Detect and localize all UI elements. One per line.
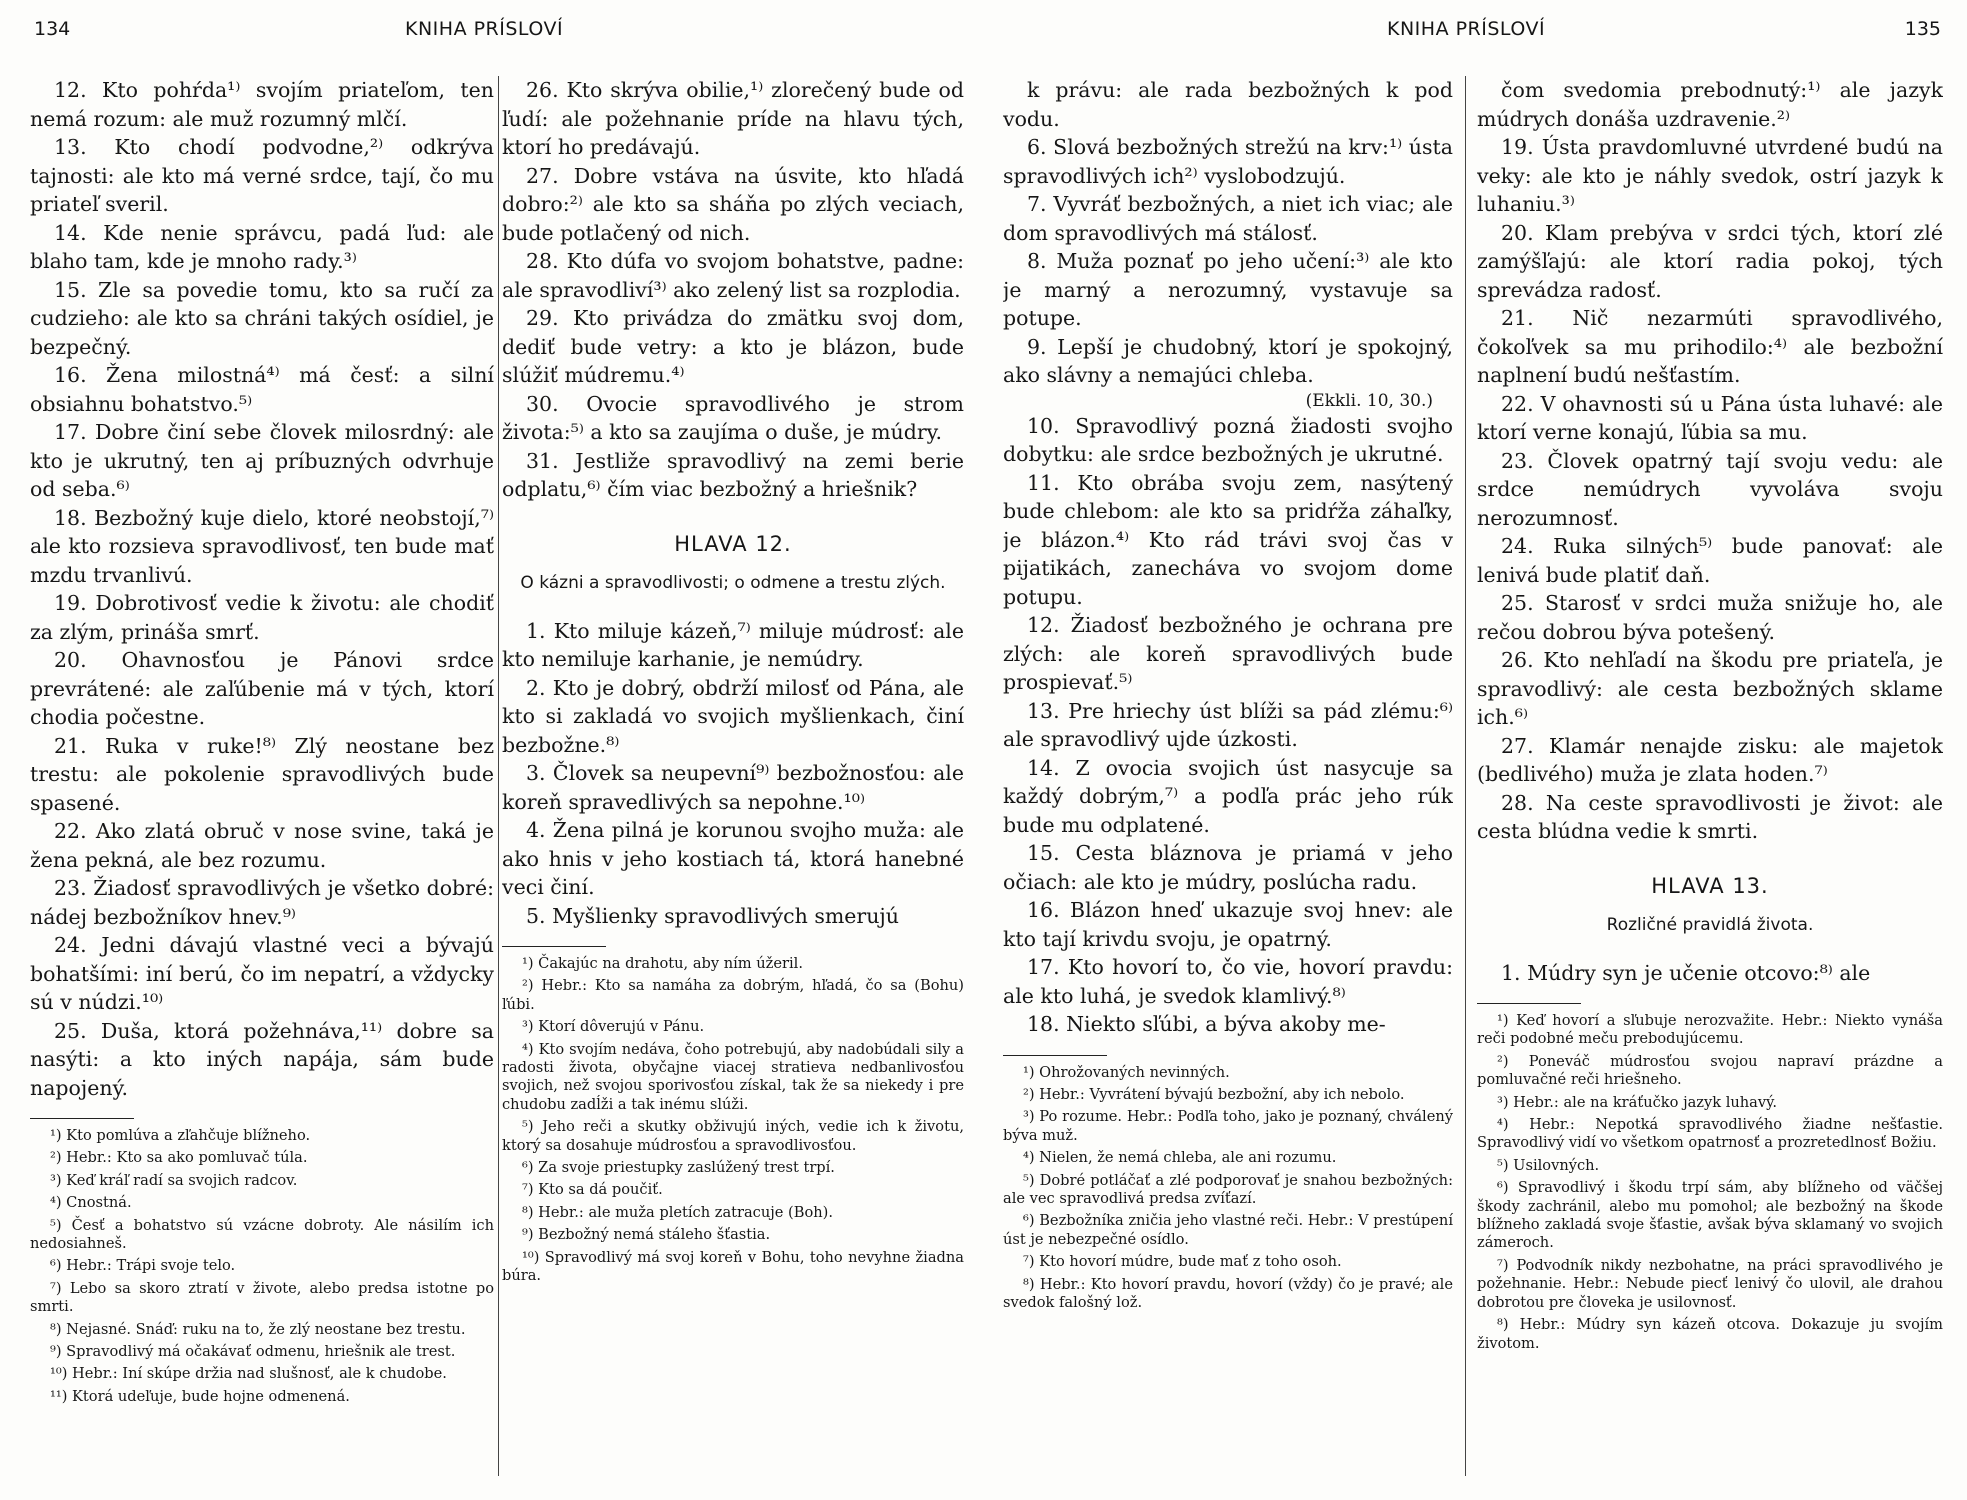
- chapter-heading: HLAVA 12.: [674, 531, 792, 556]
- footnote: ⁷) Kto hovorí múdre, bude mať z toho osoh.: [1023, 1253, 1342, 1271]
- verse: 13. Kto chodí podvodne,²⁾ odkrýva tajnosti: ale kto má verné srdce, tají, čo mu priateľ sveril.: [30, 135, 494, 216]
- footnote: ²) Hebr.: Vyvrátení bývajú bezbožní, aby ich nebolo.: [1023, 1085, 1405, 1103]
- footnote-rule: [502, 946, 606, 947]
- verse: 6. Slová bezbožných strežú na krv:¹⁾ ústa spravodlivých ich²⁾ vyslobodzujú.: [1003, 135, 1453, 188]
- footnote: ¹⁰) Hebr.: Iní skúpe držia nad slušnosť, ale k chudobe.: [50, 1365, 447, 1383]
- footnote: ⁷) Podvodník nikdy nezbohatne, na práci spravodlivého je požehnanie. Hebr.: Nebude piecť lenivý čo ulovil, ale drahou dobrotou pre človeka je usilovnosť.: [1477, 1256, 1943, 1311]
- verse: 19. Ústa pravdomluvné utvrdené budú na veky: ale kto je náhly svedok, ostrí jazyk k luhaniu.³⁾: [1477, 135, 1943, 216]
- running-title: KNIHA PRÍSLOVÍ: [1387, 18, 1546, 40]
- verse: 4. Žena pilná je korunou svojho muža: ale ako hnis v jeho kostiach tá, ktorá hanebné veci činí.: [502, 818, 964, 899]
- verse: 18. Bezbožný kuje dielo, ktoré neobstojí,⁷⁾ ale kto rozsieva spravodlivosť, ten bude mať mzdu trvanlivú.: [30, 505, 494, 587]
- cross-reference: (Ekkli. 10, 30.): [1305, 390, 1433, 411]
- verse: 8. Muža poznať po jeho učení:³⁾ ale kto je marný a nerozumný, vystavuje sa potupe.: [1003, 249, 1453, 330]
- verse: 19. Dobrotivosť vedie k životu: ale chodiť za zlým, prináša smrť.: [30, 591, 494, 644]
- verse: 22. Ako zlatá obruč v nose svine, taká je žena pekná, ale bez rozumu.: [30, 819, 494, 872]
- verse: 2. Kto je dobrý, obdrží milosť od Pána, ale kto si zakladá vo svojich myšlienkach, činí bezbožne.⁸⁾: [502, 675, 964, 757]
- footnote: ⁶) Spravodlivý i škodu trpí sám, aby blížneho od väčšej škody zachránil, alebo mu pomohol; ale bezbožný na škode blížneho zakladá svoje šťastie, avšak býva sklamaný vo svojich zámeroch.: [1477, 1179, 1943, 1252]
- footnote-rule: [1003, 1055, 1107, 1056]
- verse: 24. Ruka silných⁵⁾ bude panovať: ale lenivá bude platiť daň.: [1477, 534, 1943, 587]
- footnote: ³) Hebr.: ale na kráťučko jazyk luhavý.: [1497, 1093, 1778, 1111]
- footnote: ⁹) Bezbožný nemá stáleho šťastia.: [522, 1226, 771, 1244]
- verse: 30. Ovocie spravodlivého je strom života:⁵⁾ a kto sa zaujíma o duše, je múdry.: [502, 391, 964, 444]
- verse: 20. Ohavnosťou je Pánovi srdce prevrátené: ale zaľúbenie má v tých, ktorí chodia počestne.: [30, 648, 494, 729]
- footnote: ⁴) Hebr.: Nepotká spravodlivého žiadne nešťastie. Spravodlivý vidí vo všetkom opatrnosť a prozretedlnosť Božiu.: [1477, 1116, 1943, 1152]
- verse: 14. Kde nenie správcu, padá ľud: ale blaho tam, kde je mnoho rady.³⁾: [30, 220, 494, 273]
- column-1: [30, 76, 494, 1486]
- running-head: [983, 18, 1967, 48]
- footnote: ²) Poneváč múdrosťou svojou napraví prázdne a pomluvačné reči hriešneho.: [1477, 1052, 1943, 1089]
- footnote: ²) Hebr.: Kto sa ako pomluvač túla.: [50, 1149, 308, 1167]
- verse: 10. Spravodlivý pozná žiadosti svojho dobytku: ale srdce bezbožných je ukrutné.: [1003, 413, 1453, 466]
- footnote: ⁷) Kto sa dá poučiť.: [522, 1181, 663, 1199]
- footnotes: [502, 955, 964, 1286]
- verse: 25. Duša, ktorá požehnáva,¹¹⁾ dobre sa nasýti: a kto iných napája, sám bude napojený.: [30, 1018, 494, 1100]
- verse: 23. Žiadosť spravodlivých je všetko dobré: nádej bezbožníkov hnev.⁹⁾: [30, 876, 494, 929]
- footnotes: [1477, 1012, 1943, 1353]
- footnote: ⁸) Nejasné. Snáď: ruku na to, že zlý neostane bez trestu.: [50, 1320, 466, 1338]
- verse: 15. Zle sa povedie tomu, kto sa ručí za cudzieho: ale kto sa chráni takých osídiel, je bezpečný.: [30, 277, 494, 359]
- verse: 14. Z ovocia svojich úst nasycuje sa každý dobrým,⁷⁾ a podľa prác jeho rúk bude mu odplatené.: [1003, 755, 1453, 837]
- verse: 11. Kto obrába svoju zem, nasýtený bude chlebom: ale kto sa pridŕža záhaľky, je blázon.⁴⁾ Kto rád trávi svoj čas v pijatikách, zanecháva vo svojom dome potupu.: [1003, 470, 1453, 609]
- verse: 22. V ohavnosti sú u Pána ústa luhavé: ale ktorí verne konajú, ľúbia sa mu.: [1477, 391, 1943, 444]
- footnote: ⁸) Hebr.: Múdry syn kázeň otcova. Dokazuje ju svojím životom.: [1477, 1316, 1943, 1352]
- footnote: ⁴) Nielen, že nemá chleba, ale ani rozumu.: [1023, 1149, 1337, 1167]
- verse-list: [502, 617, 964, 931]
- footnote-rule: [1477, 1003, 1581, 1004]
- footnote: ⁵) Česť a bohatstvo sú vzácne dobroty. Ale násilím ich nedosiahneš.: [30, 1216, 494, 1253]
- footnote: ¹⁰) Spravodlivý má svoj koreň v Bohu, toho nevyhne žiadna búra.: [502, 1248, 964, 1285]
- footnote: ⁶) Hebr.: Trápi svoje telo.: [50, 1257, 236, 1275]
- verse: 18. Niekto sľúbi, a býva akoby me-: [1027, 1012, 1386, 1036]
- footnote: ¹) Čakajúc na drahotu, aby ním úžeril.: [522, 955, 803, 972]
- verse: 23. Človek opatrný tají svoju vedu: ale srdce nemúdrych vyvoláva svoju nerozumnosť.: [1477, 448, 1943, 530]
- verse: 25. Starosť v srdci muža snižuje ho, ale rečou dobrou býva potešený.: [1477, 591, 1943, 644]
- footnote: ⁵) Usilovných.: [1497, 1156, 1600, 1174]
- verse: 1. Múdry syn je učenie otcovo:⁸⁾ ale: [1501, 960, 1871, 985]
- verse: 28. Na ceste spravodlivosti je život: ale cesta blúdna vedie k smrti.: [1477, 790, 1943, 843]
- verse: 12. Kto pohŕda¹⁾ svojím priateľom, ten nemá rozum: ale muž rozumný mlčí.: [30, 78, 494, 131]
- footnote: ⁶) Za svoje priestupky zaslúžený trest trpí.: [522, 1159, 835, 1177]
- running-head: [0, 18, 983, 48]
- column-divider: [498, 76, 499, 1476]
- footnote: ⁹) Spravodlivý má očakávať odmenu, hriešnik ale trest.: [50, 1343, 456, 1361]
- verse: 9. Lepší je chudobný, ktorí je spokojný, ako slávny a nemajúci chleba.: [1003, 334, 1453, 387]
- verse: 13. Pre hriechy úst blíži sa pád zlému:⁶⁾ ale spravodlivý ujde úzkosti.: [1003, 698, 1453, 751]
- verse-list: [1003, 412, 1453, 1039]
- verse-list: [30, 76, 494, 1102]
- verse: 27. Dobre vstáva na úsvite, kto hľadá dobro:²⁾ ale kto sa sháňa po zlých veciach, bude potlačený od nich.: [502, 163, 964, 245]
- verse-list: [1477, 76, 1943, 846]
- verse: 16. Blázon hneď ukazuje svoj hnev: ale kto tají krivdu svoju, je opatrný.: [1003, 898, 1453, 951]
- verse: k právu: ale rada bezbožných k pod vodu.: [1003, 78, 1453, 131]
- footnote: ⁸) Hebr.: Kto hovorí pravdu, hovorí (vždy) čo je pravé; ale svedok falošný lož.: [1003, 1275, 1453, 1311]
- verse: 17. Kto hovorí to, čo vie, hovorí pravdu: ale kto luhá, je svedok klamlivý.⁸⁾: [1003, 955, 1453, 1008]
- chapter-heading: HLAVA 13.: [1651, 873, 1769, 898]
- footnote: ⁸) Hebr.: ale muža pletích zatracuje (Boh).: [522, 1203, 833, 1221]
- verse: 12. Žiadosť bezbožného je ochrana pre zlých: ale koreň spravodlivých bude prospievať.⁵⁾: [1003, 613, 1453, 694]
- footnote: ³) Po rozume. Hebr.: Podľa toho, jako je poznaný, chválený býva muž.: [1003, 1108, 1453, 1144]
- verse: 21. Ruka v ruke!⁸⁾ Zlý neostane bez trestu: ale pokolenie spravodlivých bude spasené.: [30, 733, 494, 815]
- verse-list: [1003, 76, 1453, 390]
- running-title: KNIHA PRÍSLOVÍ: [405, 18, 564, 40]
- verse: 21. Nič nezarmúti spravodlivého, čokoľvek sa mu prihodilo:⁴⁾ ale bezbožní naplnení budú nešťastím.: [1477, 306, 1943, 387]
- verse: 15. Cesta bláznova je priamá v jeho očiach: ale kto je múdry, poslúcha radu.: [1003, 841, 1453, 894]
- column-4: [1477, 76, 1943, 1486]
- verse: 17. Dobre činí sebe človek milosrdný: ale kto je ukrutný, ten aj príbuzných odvrhuje od seba.⁶⁾: [30, 420, 494, 501]
- footnote-rule: [30, 1118, 134, 1119]
- footnote: ⁷) Lebo sa skoro ztratí v živote, alebo predsa istotne po smrti.: [30, 1279, 494, 1316]
- footnote: ⁶) Bezbožníka zničia jeho vlastné reči. Hebr.: V prestúpení úst je nebezpečné osídlo.: [1003, 1212, 1453, 1248]
- page-number: 134: [34, 18, 71, 40]
- column-divider: [1465, 76, 1466, 1476]
- footnote: ¹¹) Ktorá udeľuje, bude hojne odmenená.: [50, 1387, 350, 1405]
- verse-list: [1477, 959, 1943, 988]
- footnote: ¹) Kto pomlúva a zľahčuje blížneho.: [50, 1127, 311, 1144]
- verse: 26. Kto nehľadí na škodu pre priateľa, je spravodlivý: ale cesta bezbožných sklame ich.⁶⁾: [1477, 648, 1943, 729]
- verse: 3. Človek sa neupevní⁹⁾ bezbožnosťou: ale koreň spravedlivých sa nepohne.¹⁰⁾: [502, 761, 964, 814]
- footnote: ¹) Keď hovorí a sľubuje nerozvažite. Hebr.: Niekto vynáša reči podobné meču prebodujúcemu.: [1477, 1012, 1943, 1048]
- footnote: ⁵) Jeho reči a skutky obživujú iných, vedie ich k životu, ktorý sa dosahuje múdrosťou a spravodlivosťou.: [502, 1118, 964, 1154]
- page-number: 135: [1904, 18, 1941, 40]
- footnote: ³) Keď kráľ radí sa svojich radcov.: [50, 1171, 298, 1189]
- column-2: [502, 76, 964, 1486]
- verse: 5. Myšlienky spravodlivých smerujú: [526, 903, 899, 928]
- column-3: [1003, 76, 1453, 1486]
- footnote: ¹) Ohrožovaných nevinných.: [1023, 1063, 1230, 1081]
- footnotes: [30, 1127, 494, 1406]
- footnote: ³) Ktorí dôverujú v Pánu.: [522, 1018, 705, 1036]
- verse: 16. Žena milostná⁴⁾ má česť: a silní obsiahnu bohatstvo.⁵⁾: [30, 363, 494, 416]
- chapter-subtitle: Rozličné pravidlá života.: [1606, 914, 1814, 935]
- verse-list: [502, 76, 964, 504]
- footnote: ²) Hebr.: Kto sa namáha za dobrým, hľadá, čo sa (Bohu) ľúbi.: [502, 977, 964, 1013]
- footnotes: [1003, 1064, 1453, 1313]
- verse: 20. Klam prebýva v srdci tých, ktorí zlé zamýšľajú: ale ktorí radia pokoj, tých sprevádza radosť.: [1477, 220, 1943, 302]
- verse: 28. Kto dúfa vo svojom bohatstve, padne: ale spravodliví³⁾ ako zelený list sa rozplodia.: [502, 249, 964, 302]
- verse: 27. Klamár nenajde zisku: ale majetok (bedlivého) muža je zlata hoden.⁷⁾: [1477, 733, 1943, 786]
- footnote: ⁴) Kto svojím nedáva, čoho potrebujú, aby nadobúdali sily a radosti života, obyčajne viacej stratieva nedbanlivosťou svojich, než svojou sporivosťou získal, tak že sa niekedy i pre chudobu zadĺži a tak inému slúži.: [502, 1040, 964, 1113]
- footnote: ⁵) Dobré potláčať a zlé podporovať je snahou bezbožných: ale vec spravodlivá predsa zvíťazí.: [1003, 1171, 1453, 1207]
- verse: čom svedomia prebodnutý:¹⁾ ale jazyk múdrych donáša uzdravenie.²⁾: [1477, 78, 1943, 131]
- left-page: [0, 0, 983, 1500]
- chapter-subtitle: O kázni a spravodlivosti; o odmene a trestu zlých.: [520, 572, 946, 593]
- verse: 26. Kto skrýva obilie,¹⁾ zlorečený bude od ľudí: ale požehnanie príde na hlavu tých, ktorí ho predávajú.: [502, 78, 964, 159]
- verse: 7. Vyvráť bezbožných, a niet ich viac; ale dom spravodlivých má stálosť.: [1003, 192, 1453, 245]
- verse: 24. Jedni dávajú vlastné veci a bývajú bohatšími: iní berú, čo im nepatrí, a vždycky sú v núdzi.¹⁰⁾: [30, 933, 494, 1014]
- verse: 1. Kto miluje kázeň,⁷⁾ miluje múdrosť: ale kto nemiluje karhanie, je nemúdry.: [502, 618, 964, 671]
- footnote: ⁴) Cnostná.: [50, 1194, 132, 1212]
- verse: 31. Jestliže spravodlivý na zemi berie odplatu,⁶⁾ čím viac bezbožný a hriešnik?: [502, 448, 964, 501]
- right-page: [983, 0, 1967, 1500]
- verse: 29. Kto privádza do zmätku svoj dom, dediť bude vetry: a kto je blázon, bude slúžiť múdremu.⁴⁾: [502, 306, 964, 387]
